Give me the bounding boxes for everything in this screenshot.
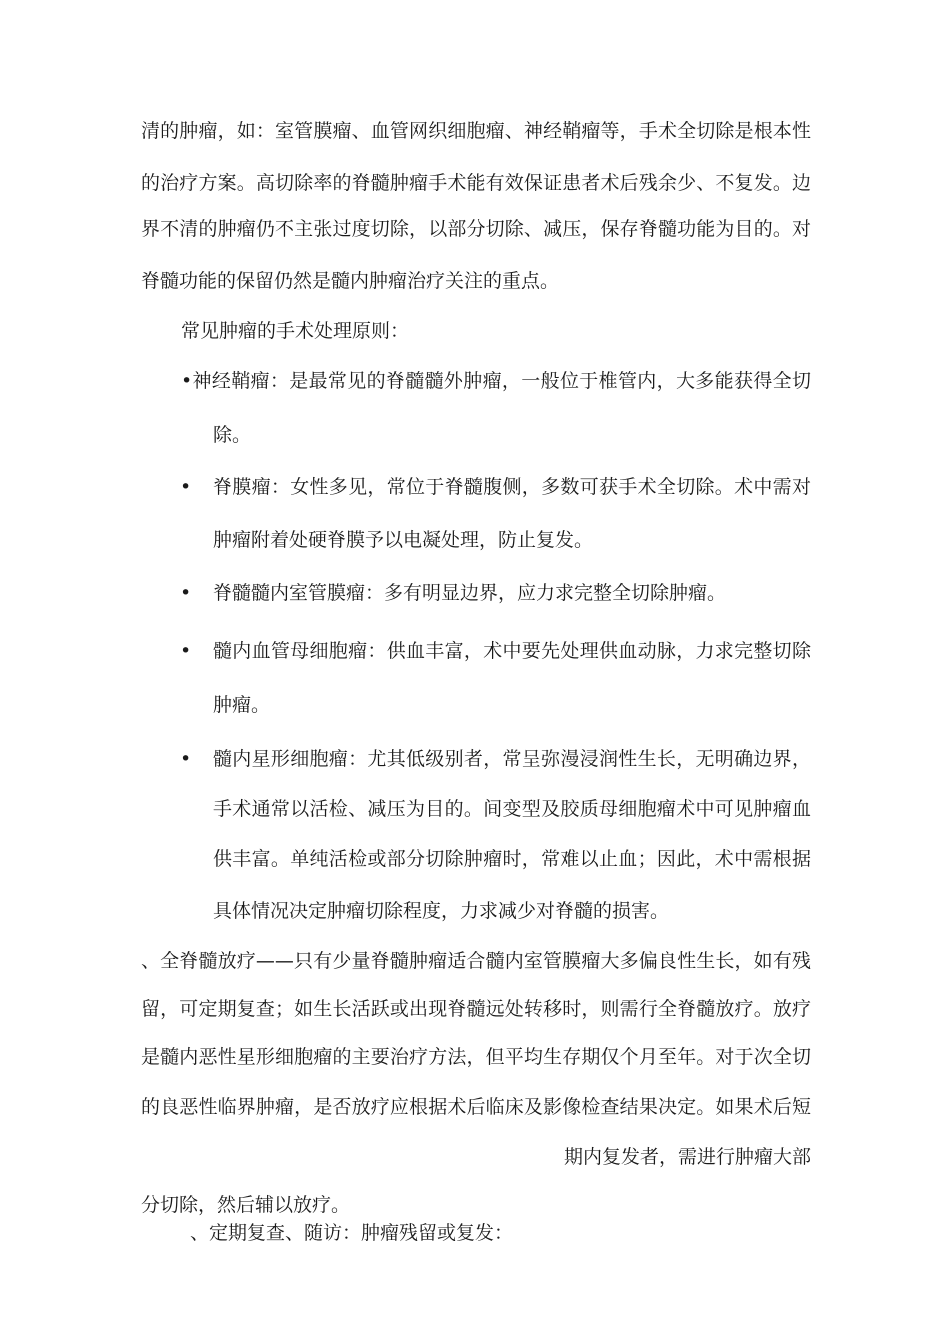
followup-heading: 、定期复查、随访：肿瘤残留或复发：: [190, 1222, 514, 1244]
principles-heading: 常见肿瘤的手术处理原则：: [181, 320, 410, 342]
radiotherapy-line: 的良恶性临界肿瘤，是否放疗应根据术后临床及影像检查结果决定。如果术后短: [141, 1096, 811, 1118]
radiotherapy-line: 、全脊髓放疗——只有少量脊髓肿瘤适合髓内室管膜瘤大多偏良性生长，如有残: [141, 950, 811, 972]
bullet-marker: •: [180, 748, 192, 770]
bullet-item-meningioma-line: 肿瘤附着处硬脊膜予以电凝处理，防止复发。: [213, 529, 594, 551]
bullet-item-astrocytoma-line: 供丰富。单纯活检或部分切除肿瘤时，常难以止血；因此，术中需根据: [213, 848, 811, 870]
bullet-item-astrocytoma-line: 髓内星形细胞瘤：尤其低级别者，常呈弥漫浸润性生长，无明确边界，: [213, 748, 811, 770]
bullet-marker: •: [180, 582, 192, 604]
bullet-item-ependymoma-line: 脊髓髓内室管膜瘤：多有明显边界，应力求完整全切除肿瘤。: [213, 582, 727, 604]
bullet-item-meningioma-line: 脊膜瘤：女性多见，常位于脊髓腹侧，多数可获手术全切除。术中需对: [213, 476, 811, 498]
bullet-item-hemangioblastoma-line: 髓内血管母细胞瘤：供血丰富，术中要先处理供血动脉，力求完整切除: [213, 640, 811, 662]
intro-line: 的治疗方案。高切除率的脊髓肿瘤手术能有效保证患者术后残余少、不复发。边: [141, 172, 811, 194]
bullet-item-hemangioblastoma-line: 肿瘤。: [213, 694, 271, 716]
bullet-item-astrocytoma-line: 具体情况决定肿瘤切除程度，力求减少对脊髓的损害。: [213, 900, 670, 922]
intro-line: 界不清的肿瘤仍不主张过度切除，以部分切除、减压，保存脊髓功能为目的。对: [141, 218, 811, 240]
bullet-item-schwannoma-line: 除。: [213, 424, 252, 446]
radiotherapy-line: 期内复发者，需进行肿瘤大部: [563, 1146, 811, 1168]
intro-line: 清的肿瘤，如：室管膜瘤、血管网织细胞瘤、神经鞘瘤等，手术全切除是根本性: [141, 120, 811, 142]
intro-line: 脊髓功能的保留仍然是髓内肿瘤治疗关注的重点。: [141, 270, 560, 292]
radiotherapy-line: 留，可定期复查；如生长活跃或出现脊髓远处转移时，则需行全脊髓放疗。放疗: [141, 998, 811, 1020]
radiotherapy-line: 是髓内恶性星形细胞瘤的主要治疗方法，但平均生存期仅个月至年。对于次全切: [141, 1046, 811, 1068]
bullet-marker: •: [180, 476, 192, 498]
bullet-item-astrocytoma-line: 手术通常以活检、减压为目的。间变型及胶质母细胞瘤术中可见肿瘤血: [213, 798, 811, 820]
bullet-item-schwannoma-line: •神经鞘瘤：是最常见的脊髓髓外肿瘤，一般位于椎管内，大多能获得全切: [181, 370, 811, 392]
radiotherapy-line: 分切除，然后辅以放疗。: [141, 1194, 351, 1216]
bullet-marker: •: [180, 640, 192, 662]
